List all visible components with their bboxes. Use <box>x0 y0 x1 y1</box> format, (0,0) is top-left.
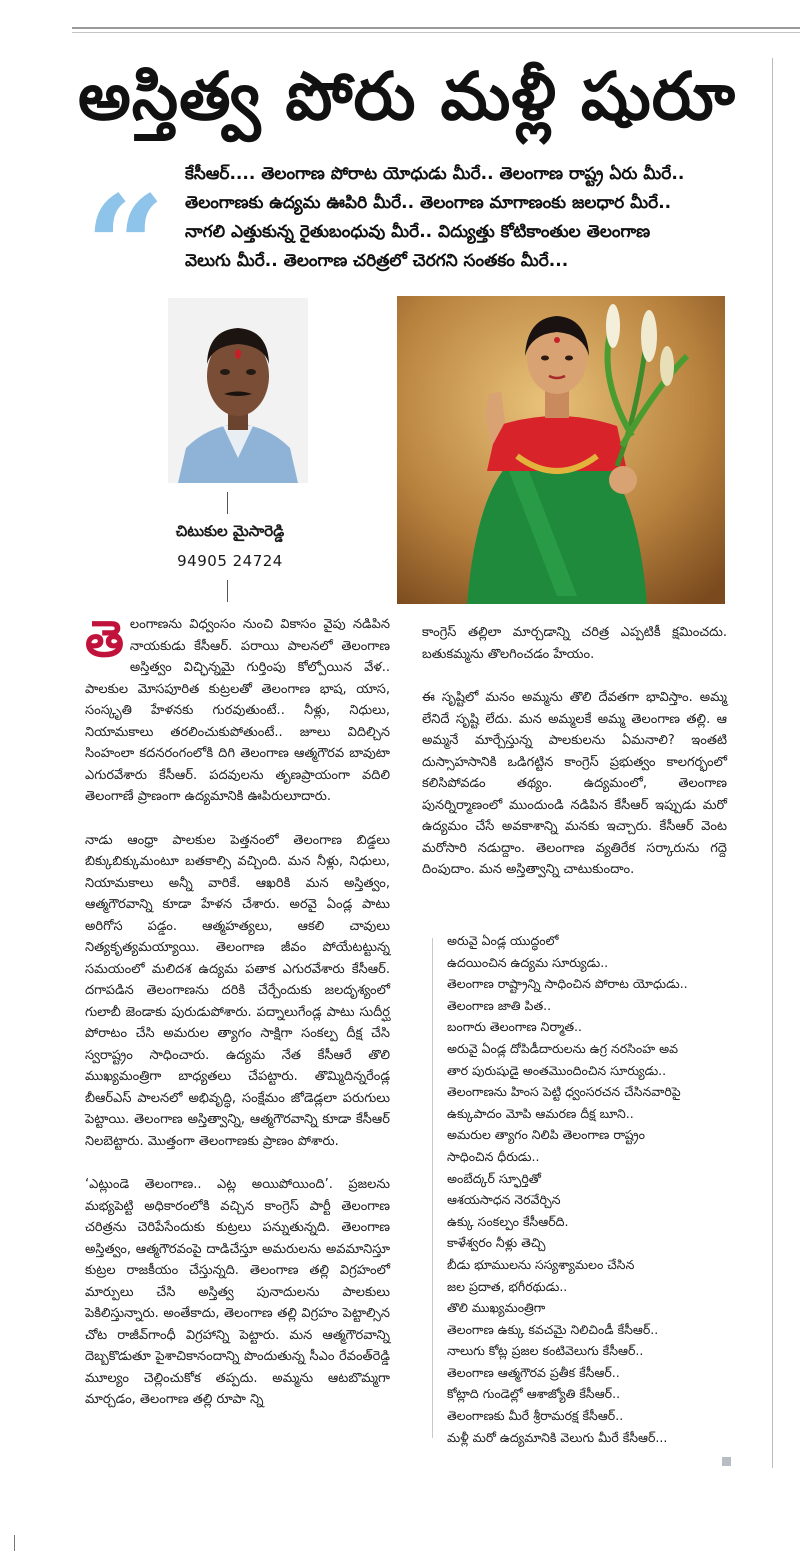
poem-line: ఉక్కుపాదం మోపి ఆమరణ దీక్ష బూని.. <box>447 1105 634 1121</box>
poem-line: తెలంగాణ ఆత్మగౌరవ ప్రతీక కేసీఆర్.. <box>447 1364 620 1380</box>
deck-line: కేసీఆర్.... తెలంగాణ పోరాట యోధుడు మీరే.. తెలంగాణ రాష్ట్ర ఏరు మీరే.. <box>185 164 685 184</box>
poem-line: బంగారు తెలంగాణ నిర్మాత.. <box>447 1019 583 1035</box>
poem-line: అంబేద్కర్ స్ఫూర్తితో <box>447 1170 541 1186</box>
telangana-thalli-painting <box>397 296 725 604</box>
author-name: చిటుకుల మైసారెడ్డి <box>175 522 285 540</box>
poem-line: తొలి ముఖ్యమంత్రిగా <box>447 1300 546 1316</box>
poem-line: సాధించిన ధీరుడు.. <box>447 1148 540 1164</box>
author-phone: 94905 24724 <box>177 552 283 570</box>
poem-line: తెలంగాణ ఉక్కు కవచమై నిలిచిండీ కేసీఆర్.. <box>447 1321 659 1337</box>
dropcap: తె <box>85 610 124 668</box>
left-column <box>85 610 390 1433</box>
byline-divider-top <box>227 492 228 514</box>
headline: అస్తిత్వ పోరు మళ్లీ షురూ <box>78 58 736 135</box>
poem-line: ఉదయించిన ఉద్యమ సూర్యుడు.. <box>447 954 609 970</box>
byline-divider-bottom <box>227 580 228 602</box>
paragraph: ‘ఎట్లుండె తెలంగాణ.. ఎట్ల అయిపోయింది’. ప్రజలను మభ్యపెట్టి అధికారంలోకి వచ్చిన కాంగ్రెస్ పార్టీ తెలంగాణ చరిత్రను చెరిపేసేందుకు కుట్రలు పన్నుతున్నది. తెలంగాణ అస్తిత్వం, ఆత్మగౌరవంపై దాడిచేస్తూ అమరులను అవమానిస్తూ కుట్రల రాజకీయం చేస్తున్నది. తెలంగాణ తల్లి విగ్రహంలో మార్పులు చేసి అస్తిత్వ పునాదులను పాలకులు పెకిలిస్తున్నారు. అంతేకాదు, తెలంగాణ తల్లి విగ్రహం పెట్టాల్సిన చోట రాజీవ్‌గాంధీ విగ్రహాన్ని పెట్టారు. మన ఆత్మగౌరవాన్ని దెబ్బకొడుతూ పైశాచికానందాన్ని పొందుతున్న సీఎం రేవంత్‌రెడ్డి మూల్యం చెల్లించుకోక తప్పదు. అమ్మను ఆటబొమ్మగా మార్చడం, తెలంగాణ తల్లి రూపా న్ని <box>85 1177 390 1407</box>
paragraph: ఈ సృష్టిలో మనం అమ్మను తొలి దేవతగా భావిస్తాం. అమ్మ లేనిదే సృష్టి లేదు. మన అమ్మలకే అమ్మ తెలంగాణ తల్లి. ఆ అమ్మనే మార్చేస్తున్న పాలకులను ఏమనాలి? ఇంతటి దుస్సాహసానికి ఒడిగట్టిన కాంగ్రెస్ ప్రభుత్వం కాలగర్భంలో కలిసిపోవడం తథ్యం. ఉద్యమంలో, తెలంగాణ పునర్నిర్మాణంలో ముందుండి నడిపిన కేసీఆర్ ఇప్పుడు మరో ఉద్యమం చేసే అవకాశాన్ని మనకు ఇచ్చారు. కేసీఆర్ వెంట మరోసారి నడుద్దాం. తెలంగాణ వ్యతిరేక సర్కారును గద్దె దింపుదాం. మన అస్తిత్వాన్ని చాటుకుందాం. <box>422 690 727 877</box>
top-rule <box>72 27 800 29</box>
deck <box>185 160 745 276</box>
deck-line: నాగలి ఎత్తుకున్న రైతుబంధువు మీరే.. విద్యుత్తు కోటికాంతుల తెలంగాణ <box>185 222 651 242</box>
author-portrait-illustration <box>168 298 308 483</box>
author-photo <box>168 298 308 483</box>
paragraph <box>85 610 390 808</box>
deck-line: వెలుగు మీరే.. తెలంగాణ చరిత్రలో చెరగని సంతకం మీరే... <box>185 251 569 271</box>
poem <box>447 930 737 1448</box>
paragraph: నాడు ఆంధ్రా పాలకుల పెత్తనంలో తెలంగాణ బిడ్డలు బిక్కుబిక్కుమంటూ బతకాల్సి వచ్చింది. మన నీళ్లు, నిధులు, నియామకాలు అన్నీ వారికే. ఆఖరికి మన అస్తిత్వం, ఆత్మగౌరవాన్ని కూడా హేళన చేశారు. అరవై ఏండ్ల పాటు అరిగోస పడ్డం. ఆత్మహత్యలు, ఆకలి చావులు నిత్యకృత్యమయ్యాయి. తెలంగాణ జీవం పోయేటట్టున్న సమయంలో మలిదశ ఉద్యమ పతాక ఎగురవేశారు కేసీఆర్. దగాపడిన తెలంగాణను దరికి చేర్చేందుకు జలదృశ్యంలో గులాబీ జెండాకు పురుడుపోశారు. పద్నాలుగేండ్ల పాటు సుదీర్ఘ పోరాటం చేసి అమరుల త్యాగం సాక్షిగా సంకల్ప దీక్ష చేసి స్వరాష్ట్రం సాధించారు. ఉద్యమ నేత కేసీఆరే తొలి ముఖ్యమంత్రిగా బాధ్యతలు చేపట్టారు. తొమ్మిదిన్నరేండ్ల బీఆర్ఎస్ పాలనలో అభివృద్ధి, సంక్షేమం జోడెడ్లలా పరుగులు పెట్టాయి. తెలంగాణ అస్తిత్వాన్ని, ఆత్మగౌరవాన్ని కూడా కేసీఆర్ నిలబెట్టారు. మొత్తంగా తెలంగాణకు ప్రాణం పోశారు. <box>85 832 390 1149</box>
poem-line: కోట్లాది గుండెల్లో ఆశాజ్యోతి కేసీఆర్.. <box>447 1386 621 1402</box>
deck-line: తెలంగాణకు ఉద్యమ ఊపిరి మీరే.. తెలంగాణ మాగాణంకు జలధార మీరే.. <box>185 193 672 213</box>
quote-icon: “ <box>85 166 166 330</box>
poem-rule <box>432 938 433 1438</box>
poem-line: అరువై ఏండ్ల యుద్ధంలో <box>447 933 559 948</box>
painting-illustration <box>397 296 725 604</box>
poem-line: తెలంగాణ జాతి పిత.. <box>447 997 552 1013</box>
right-column-rule <box>772 58 773 1468</box>
left-margin-mark <box>14 1535 15 1551</box>
poem-line: మళ్లీ మరో ఉద్యమానికి వెలుగు మీరే కేసీఆర్... <box>447 1429 668 1445</box>
poem-line: జల ప్రదాత, భగీరథుడు.. <box>447 1278 568 1294</box>
poem-line: కాళేశ్వరం నీళ్లు తెచ్చి <box>447 1235 546 1251</box>
paragraph: కాంగ్రెస్ తల్లిలా మార్చడాన్ని చరిత్ర ఎప్పటికీ క్షమించదు. బతుకమ్మను తొలగించడం హేయం. <box>422 625 727 662</box>
poem-line: తార పురుషుడై అంతమొందించిన సూర్యుడు.. <box>447 1062 667 1078</box>
poem-line: నాలుగు కోట్ల ప్రజల కంటివెలుగు కేసీఆర్.. <box>447 1343 644 1359</box>
poem-line: తెలంగాణకు మీరే శ్రీరామరక్ష కేసీఆర్.. <box>447 1408 624 1424</box>
poem-line: అరువై ఏండ్ల దోపిడీదారులను ఉగ్ర నరసింహ అవ <box>447 1040 679 1056</box>
right-column <box>422 622 727 903</box>
end-square-icon <box>722 1457 731 1466</box>
poem-line: ఉక్కు సంకల్పం కేసీఆర్‌ది. <box>447 1213 569 1229</box>
poem-line: ఆశయసాధన నెరవేర్చిన <box>447 1192 561 1208</box>
paragraph-text: లంగాణను విధ్వంసం నుంచి వికాసం వైపు నడిపిన నాయకుడు కేసీఆర్. పరాయి పాలనలో తెలంగాణ అస్తిత్వం విచ్ఛిన్నమై గుర్తింపు కోల్పోయిన వేళ.. పాలకుల మోసపూరిత కుట్రలతో తెలంగాణ భాష, యాస, సంస్కృతి హేళనకు గురవుతుంటే.. నీళ్లు, నిధులు, నియామకాలు తరలించుకుపోతుంటే.. జూలు విదిల్చిన సింహంలా కదనరంగంలోకి దిగి తెలంగాణ ఆత్మగౌరవ బావుటా ఎగురవేశారు కేసీఆర్. పదవులను తృణప్రాయంగా వదిలి తెలంగాణే ప్రాణంగా ఉద్యమానికి ఊపిరులూదారు. <box>85 617 390 804</box>
poem-line: అమరుల త్యాగం నిలిపి తెలంగాణ రాష్ట్రం <box>447 1127 645 1143</box>
poem-line: బీడు భూములను సస్యశ్యామలం చేసిన <box>447 1256 635 1272</box>
poem-line: తెలంగాణ రాష్ట్రాన్ని సాధించిన పోరాట యోధుడు.. <box>447 976 688 992</box>
poem-line: తెలంగాణను హింస పెట్టి ధ్వంసరచన చేసినవారిపై <box>447 1084 681 1100</box>
top-rule-thin <box>72 32 800 33</box>
